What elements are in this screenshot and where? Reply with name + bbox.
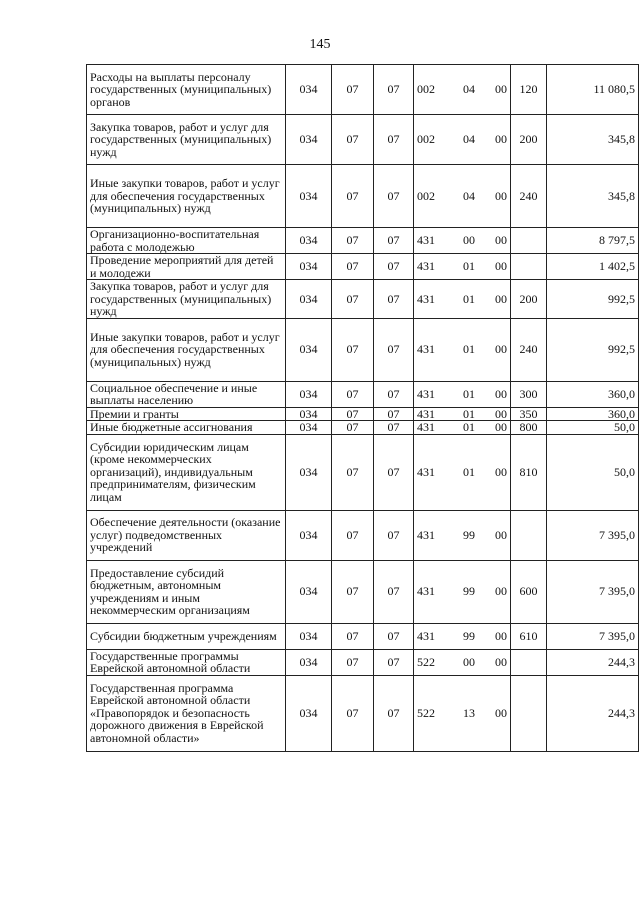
target-article-subprogram: 99 [455, 623, 484, 649]
row-name: Расходы на выплаты персоналу государственных (муниципальных) органов [87, 65, 286, 115]
target-article-direction: 00 [484, 115, 511, 165]
amount: 7 395,0 [547, 623, 639, 649]
subsection-code: 07 [374, 115, 414, 165]
ministry-code: 034 [286, 381, 332, 407]
target-article-direction: 00 [484, 675, 511, 751]
row-name: Организационно-воспитательная работа с молодежью [87, 228, 286, 254]
amount: 50,0 [547, 421, 639, 435]
expense-type-code: 200 [511, 280, 547, 319]
section-code: 07 [332, 675, 374, 751]
ministry-code: 034 [286, 280, 332, 319]
target-article-program: 431 [414, 318, 455, 381]
section-code: 07 [332, 280, 374, 319]
target-article-direction: 00 [484, 254, 511, 280]
budget-table-body [87, 65, 639, 752]
subsection-code: 07 [374, 381, 414, 407]
subsection-code: 07 [374, 254, 414, 280]
subsection-code: 07 [374, 434, 414, 510]
table-row [87, 560, 639, 623]
target-article-program: 431 [414, 254, 455, 280]
target-article-program: 522 [414, 649, 455, 675]
amount: 8 797,5 [547, 228, 639, 254]
ministry-code: 034 [286, 407, 332, 421]
table-row [87, 381, 639, 407]
amount: 7 395,0 [547, 560, 639, 623]
target-article-subprogram: 00 [455, 228, 484, 254]
target-article-subprogram: 00 [455, 649, 484, 675]
page-number: 145 [309, 37, 331, 52]
subsection-code: 07 [374, 649, 414, 675]
amount: 244,3 [547, 675, 639, 751]
target-article-direction: 00 [484, 65, 511, 115]
ministry-code: 034 [286, 115, 332, 165]
budget-table [86, 64, 639, 752]
expense-type-code: 240 [511, 165, 547, 228]
ministry-code: 034 [286, 228, 332, 254]
expense-type-code [511, 649, 547, 675]
section-code: 07 [332, 623, 374, 649]
subsection-code: 07 [374, 623, 414, 649]
table-row [87, 65, 639, 115]
section-code: 07 [332, 381, 374, 407]
table-row [87, 649, 639, 675]
target-article-direction: 00 [484, 421, 511, 435]
target-article-program: 431 [414, 434, 455, 510]
target-article-program: 522 [414, 675, 455, 751]
ministry-code: 034 [286, 434, 332, 510]
amount: 345,8 [547, 165, 639, 228]
row-name: Предоставление субсидий бюджетным, автономным учреждениям и иным некоммерческим организациям [87, 560, 286, 623]
expense-type-code: 350 [511, 407, 547, 421]
amount: 7 395,0 [547, 510, 639, 560]
table-row [87, 407, 639, 421]
target-article-program: 431 [414, 280, 455, 319]
target-article-program: 431 [414, 407, 455, 421]
section-code: 07 [332, 228, 374, 254]
target-article-program: 431 [414, 623, 455, 649]
ministry-code: 034 [286, 675, 332, 751]
target-article-subprogram: 01 [455, 421, 484, 435]
subsection-code: 07 [374, 165, 414, 228]
section-code: 07 [332, 421, 374, 435]
row-name: Обеспечение деятельности (оказание услуг) подведомственных учреждений [87, 510, 286, 560]
target-article-subprogram: 99 [455, 510, 484, 560]
row-name: Государственные программы Еврейской автономной области [87, 649, 286, 675]
subsection-code: 07 [374, 65, 414, 115]
target-article-direction: 00 [484, 434, 511, 510]
target-article-program: 431 [414, 510, 455, 560]
target-article-subprogram: 04 [455, 165, 484, 228]
target-article-subprogram: 01 [455, 318, 484, 381]
target-article-direction: 00 [484, 280, 511, 319]
target-article-program: 002 [414, 115, 455, 165]
row-name: Проведение мероприятий для детей и молодежи [87, 254, 286, 280]
target-article-direction: 00 [484, 623, 511, 649]
target-article-program: 431 [414, 421, 455, 435]
row-name: Закупка товаров, работ и услуг для государственных (муниципальных) нужд [87, 115, 286, 165]
target-article-subprogram: 04 [455, 65, 484, 115]
expense-type-code: 300 [511, 381, 547, 407]
target-article-program: 002 [414, 165, 455, 228]
row-name: Социальное обеспечение и иные выплаты населению [87, 381, 286, 407]
table-row [87, 421, 639, 435]
target-article-direction: 00 [484, 318, 511, 381]
target-article-subprogram: 01 [455, 381, 484, 407]
table-row [87, 623, 639, 649]
table-row [87, 318, 639, 381]
section-code: 07 [332, 165, 374, 228]
section-code: 07 [332, 649, 374, 675]
expense-type-code: 240 [511, 318, 547, 381]
target-article-subprogram: 99 [455, 560, 484, 623]
expense-type-code: 810 [511, 434, 547, 510]
row-name: Иные закупки товаров, работ и услуг для обеспечения государственных (муниципальных) нужд [87, 165, 286, 228]
expense-type-code: 610 [511, 623, 547, 649]
target-article-direction: 00 [484, 560, 511, 623]
section-code: 07 [332, 560, 374, 623]
target-article-subprogram: 01 [455, 280, 484, 319]
row-name: Закупка товаров, работ и услуг для государственных (муниципальных) нужд [87, 280, 286, 319]
target-article-subprogram: 01 [455, 434, 484, 510]
target-article-direction: 00 [484, 165, 511, 228]
section-code: 07 [332, 407, 374, 421]
amount: 11 080,5 [547, 65, 639, 115]
expense-type-code: 800 [511, 421, 547, 435]
expense-type-code: 600 [511, 560, 547, 623]
section-code: 07 [332, 254, 374, 280]
row-name: Субсидии бюджетным учреждениям [87, 623, 286, 649]
amount: 360,0 [547, 381, 639, 407]
row-name: Субсидии юридическим лицам (кроме некоммерческих организаций), индивидуальным предпринимателям, физическим лицам [87, 434, 286, 510]
amount: 992,5 [547, 318, 639, 381]
ministry-code: 034 [286, 623, 332, 649]
subsection-code: 07 [374, 421, 414, 435]
subsection-code: 07 [374, 228, 414, 254]
ministry-code: 034 [286, 165, 332, 228]
row-name: Государственная программа Еврейской автономной области «Правопорядок и безопасность дорожного движения в Еврейской автономной области» [87, 675, 286, 751]
table-row [87, 115, 639, 165]
target-article-direction: 00 [484, 649, 511, 675]
section-code: 07 [332, 434, 374, 510]
section-code: 07 [332, 65, 374, 115]
row-name: Иные бюджетные ассигнования [87, 421, 286, 435]
table-row [87, 280, 639, 319]
amount: 992,5 [547, 280, 639, 319]
subsection-code: 07 [374, 560, 414, 623]
expense-type-code [511, 510, 547, 560]
subsection-code: 07 [374, 675, 414, 751]
subsection-code: 07 [374, 318, 414, 381]
target-article-direction: 00 [484, 381, 511, 407]
target-article-subprogram: 01 [455, 254, 484, 280]
target-article-program: 431 [414, 381, 455, 407]
ministry-code: 034 [286, 254, 332, 280]
table-row [87, 510, 639, 560]
target-article-program: 431 [414, 560, 455, 623]
target-article-direction: 00 [484, 407, 511, 421]
ministry-code: 034 [286, 560, 332, 623]
section-code: 07 [332, 318, 374, 381]
ministry-code: 034 [286, 318, 332, 381]
target-article-subprogram: 04 [455, 115, 484, 165]
target-article-program: 002 [414, 65, 455, 115]
subsection-code: 07 [374, 510, 414, 560]
table-row [87, 675, 639, 751]
subsection-code: 07 [374, 407, 414, 421]
section-code: 07 [332, 510, 374, 560]
amount: 345,8 [547, 115, 639, 165]
target-article-direction: 00 [484, 510, 511, 560]
table-row [87, 434, 639, 510]
table-row [87, 165, 639, 228]
row-name: Премии и гранты [87, 407, 286, 421]
row-name: Иные закупки товаров, работ и услуг для обеспечения государственных (муниципальных) нужд [87, 318, 286, 381]
expense-type-code [511, 675, 547, 751]
target-article-subprogram: 01 [455, 407, 484, 421]
target-article-program: 431 [414, 228, 455, 254]
amount: 1 402,5 [547, 254, 639, 280]
target-article-subprogram: 13 [455, 675, 484, 751]
expense-type-code: 120 [511, 65, 547, 115]
ministry-code: 034 [286, 65, 332, 115]
amount: 360,0 [547, 407, 639, 421]
expense-type-code [511, 254, 547, 280]
ministry-code: 034 [286, 649, 332, 675]
ministry-code: 034 [286, 510, 332, 560]
table-row [87, 228, 639, 254]
section-code: 07 [332, 115, 374, 165]
expense-type-code [511, 228, 547, 254]
target-article-direction: 00 [484, 228, 511, 254]
table-row [87, 254, 639, 280]
subsection-code: 07 [374, 280, 414, 319]
amount: 244,3 [547, 649, 639, 675]
amount: 50,0 [547, 434, 639, 510]
ministry-code: 034 [286, 421, 332, 435]
expense-type-code: 200 [511, 115, 547, 165]
